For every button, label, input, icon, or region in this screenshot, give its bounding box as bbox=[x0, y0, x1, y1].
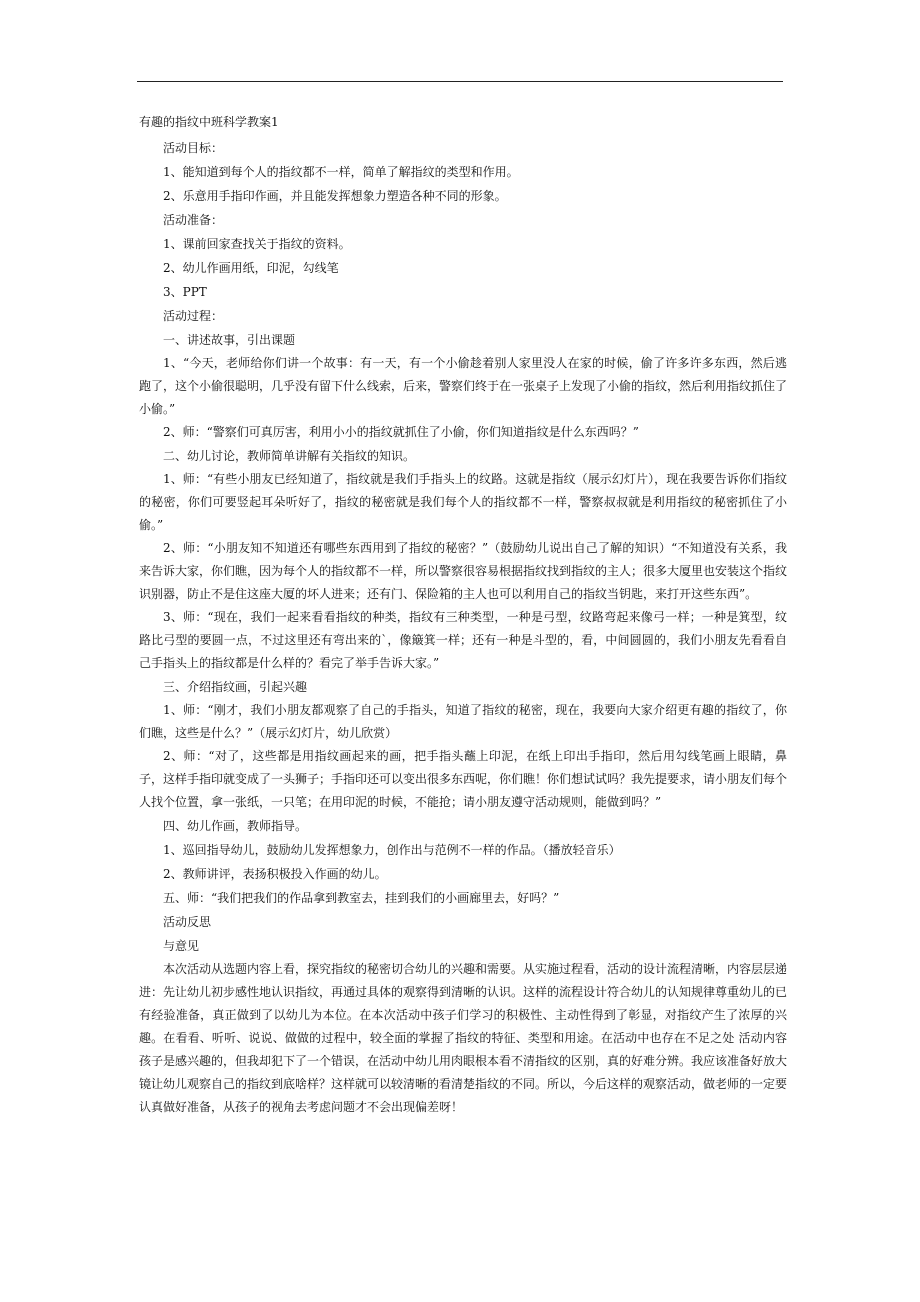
paragraph-intro-art: 1、师：“刚才，我们小朋友都观察了自己的手指头，知道了指纹的秘密，现在，我要向大家介绍更有趣的指纹了，你们瞧，这些是什么？”（展示幻灯片，幼儿欣赏） bbox=[139, 703, 787, 740]
paragraph-reflection-body: 本次活动从选题内容上看，探究指纹的秘密切合幼儿的兴趣和需要。从实施过程看，活动的设计流程清晰，内容层层递进：先让幼儿初步感性地认识指纹，再通过具体的观察得到清晰的认识。这样的流程设计符合幼儿的认知规律尊重幼儿的已有经验准备，真正做到了以幼儿为本位。在本次活动中孩子们学习的积极性、主动性得到了彰显，对指纹产生了浓厚的兴趣。在看看、听听、说说、做做的过程中，较全面的掌握了指纹的特征、类型和用途。在活动中也存在不足之处 活动内容孩子是感兴趣的，但我却犯下了一个错误，在活动中幼儿用肉眼根本看不清指纹的区别，真的好难分辨。我应该准备好放大镜让幼儿观察自己的指纹到底啥样？这样就可以较清晰的看清楚指纹的不同。所以，今后这样的观察活动，做老师的一定要认真做好准备，从孩子的视角去考虑问题才不会出现偏差呀！ bbox=[139, 962, 788, 1114]
paragraph-section-3: 三、介绍指纹画，引起兴趣 bbox=[163, 680, 308, 694]
paragraph-section-5: 五、师：“我们把我们的作品拿到教室去，挂到我们的小画廊里去，好吗？” bbox=[163, 891, 560, 905]
paragraph-prep-2: 2、幼儿作画用纸，印泥，勾线笔 bbox=[163, 261, 339, 275]
paragraph-art-rules: 2、师：“对了，这些都是用指纹画起来的画，把手指头蘸上印泥，在纸上印出手指印，然后用勾线笔画上眼睛，鼻子，这样手指印就变成了一头狮子；手指印还可以变出很多东西呢，你们瞧！你们想试试吗？我先提要求，请小朋友们每个人找个位置，拿一张纸，一只笔；在用印泥的时候，不能抢；请小朋友遵守活动规则，能做到吗？” bbox=[139, 749, 788, 809]
paragraph-fingerprint-uses: 2、师：“小朋友知不知道还有哪些东西用到了指纹的秘密？”（鼓励幼儿说出自己了解的知识）“不知道没有关系，我来告诉大家，你们瞧，因为每个人的指纹都不一样，所以警察很容易根据指纹找到指纹的主人；很多大厦里也安装这个指纹识别器，防止不是住这座大厦的坏人进来；还有门、保险箱的主人也可以利用自己的指纹当钥匙，来打开这些东西”。 bbox=[139, 541, 788, 601]
paragraph-goal-1: 1、能知道到每个人的指纹都不一样，简单了解指纹的类型和作用。 bbox=[163, 165, 519, 179]
document-body bbox=[139, 112, 787, 1119]
document-title: 有趣的指纹中班科学教案1 bbox=[139, 115, 279, 129]
paragraph-goals-heading: 活动目标： bbox=[163, 141, 224, 155]
paragraph-reflection-heading: 活动反思 bbox=[163, 915, 212, 929]
paragraph-section-1: 一、讲述故事，引出课题 bbox=[163, 333, 296, 347]
header-rule bbox=[137, 81, 783, 82]
paragraph-prep-1: 1、课前回家查找关于指纹的资料。 bbox=[163, 237, 351, 251]
paragraph-section-2: 二、幼儿讨论，教师简单讲解有关指纹的知识。 bbox=[163, 449, 416, 463]
paragraph-guide-2: 2、教师讲评，表扬积极投入作画的幼儿。 bbox=[163, 867, 387, 881]
paragraph-story-question: 2、师：“警察们可真厉害，利用小小的指纹就抓住了小偷，你们知道指纹是什么东西吗？” bbox=[163, 425, 639, 439]
paragraph-goal-2: 2、乐意用手指印作画，并且能发挥想象力塑造各种不同的形象。 bbox=[163, 189, 507, 203]
paragraph-prep-3: 3、PPT bbox=[163, 285, 207, 299]
paragraph-fingerprint-secret: 1、师：“有些小朋友已经知道了，指纹就是我们手指头上的纹路。这就是指纹（展示幻灯片），现在我要告诉你们指纹的秘密，你们可要竖起耳朵听好了，指纹的秘密就是我们每个人的指纹都不一样，警察叔叔就是利用指纹的秘密抓住了小偷。” bbox=[139, 472, 787, 532]
paragraph-prep-heading: 活动准备： bbox=[163, 213, 224, 227]
paragraph-process-heading: 活动过程： bbox=[163, 309, 224, 323]
paragraph-guide-1: 1、巡回指导幼儿，鼓励幼儿发挥想象力，创作出与范例不一样的作品。（播放轻音乐） bbox=[163, 843, 621, 857]
paragraph-fingerprint-types: 3、师：“现在，我们一起来看看指纹的种类，指纹有三种类型，一种是弓型，纹路弯起来像弓一样；一种是箕型，纹路比弓型的要圆一点，不过这里还有弯出来的`，像簸箕一样；还有一种是斗型的，看，中间圆圆的，我们小朋友先看看自己手指头上的指纹都是什么样的？看完了举手告诉大家。” bbox=[139, 610, 787, 670]
paragraph-reflection-subheading: 与意见 bbox=[163, 939, 200, 953]
paragraph-section-4: 四、幼儿作画，教师指导。 bbox=[163, 819, 308, 833]
paragraph-story: 1、“今天，老师给你们讲一个故事：有一天，有一个小偷趁着别人家里没人在家的时候，偷了许多许多东西，然后逃跑了，这个小偷很聪明，几乎没有留下什么线索，后来，警察们终于在一张桌子上发现了小偷的指纹，然后利用指纹抓住了小偷。” bbox=[139, 356, 788, 416]
